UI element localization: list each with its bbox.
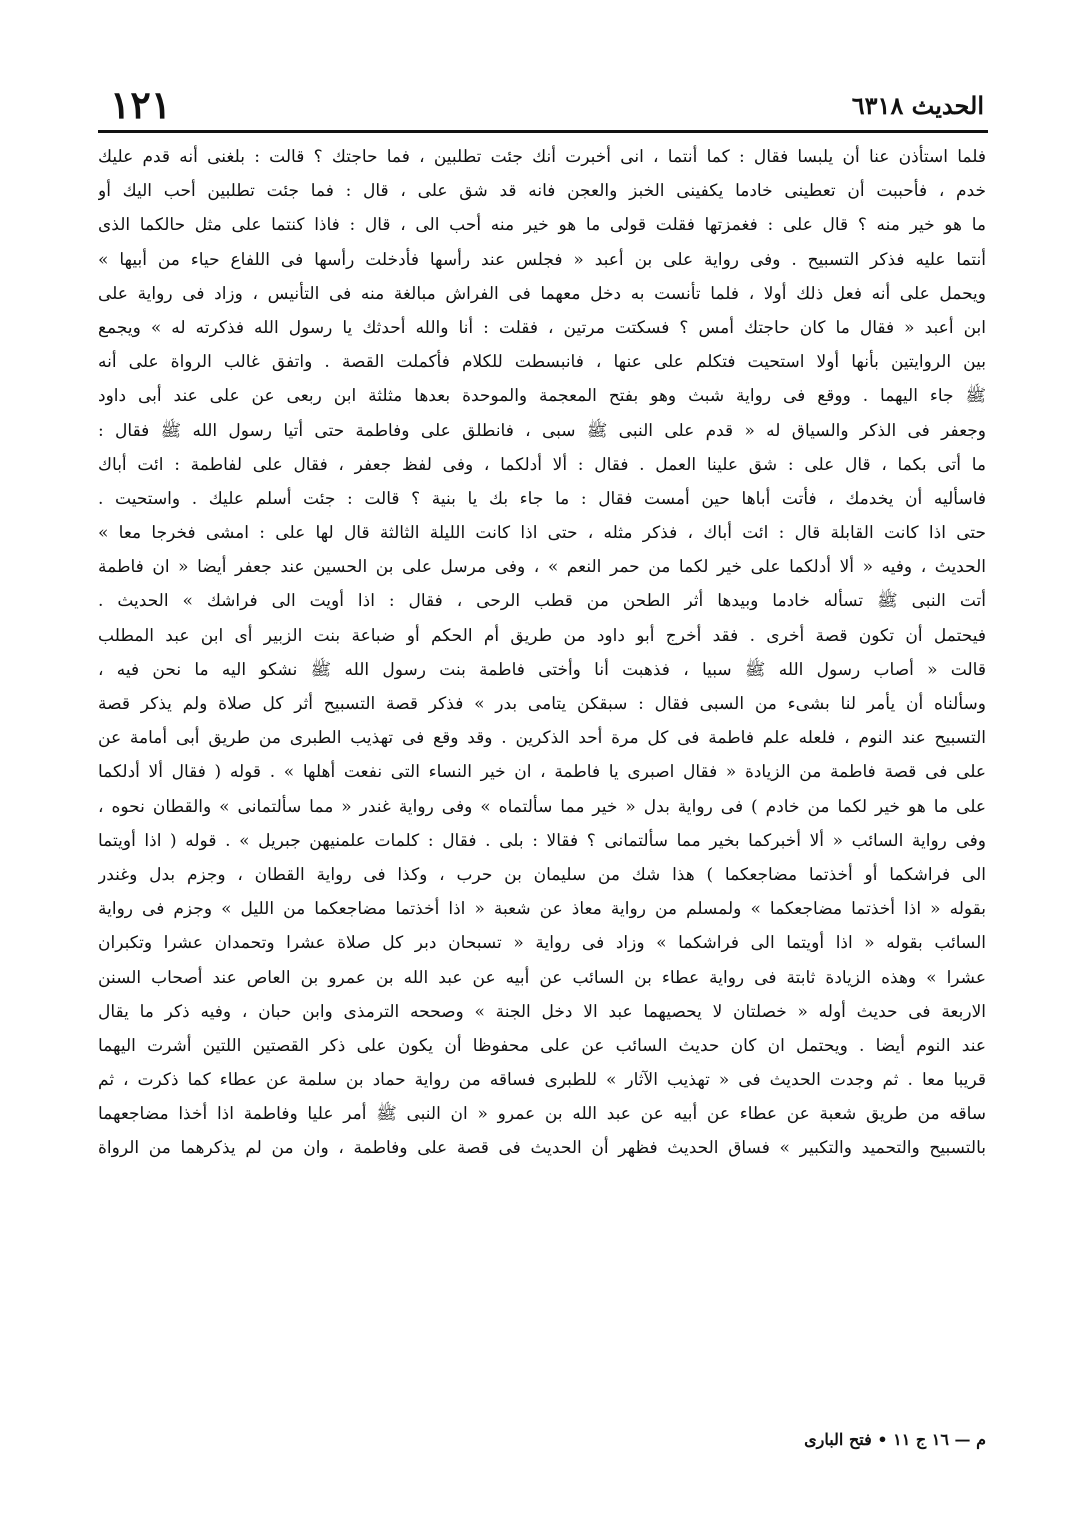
text-line: ساقه من طريق شعبة عن عطاء عن أبيه عن عبد الله بن عمرو « ان النبى ﷺ أمر عليا وفاطمة اذا أخذا مضاجعهما: [98, 1104, 986, 1125]
text-line: قريبا معا . ثم وجدت الحديث فى « تهذيب الآثار » للطبرى فساقه من رواية حماد بن سلمة عن عطاء كما ذكرت ، ثم: [98, 1070, 986, 1091]
text-line: على فى قصة فاطمة من الزيادة « فقال اصبرى يا فاطمة ، ان خير النساء التى نفعت أهلها » . قوله ( فقال ألا أدلكما: [98, 762, 986, 783]
text-line: أتت النبى ﷺ تسأله خادما وبيدها أثر الطحن من قطب الرحى ، فقال : اذا أويت الى فراشك » الحديث .: [98, 591, 986, 612]
text-line: بقوله « اذا أخذتما مضاجعكما » ولمسلم من رواية معاذ عن شعبة « اذا أخذتما مضاجعكما من الليل » وجزم فى رواية: [98, 899, 986, 920]
text-line: وجعفر فى الذكر والسياق له « قدم على النبى ﷺ سبى ، فانطلق على وفاطمة حتى أتيا رسول الله ﷺ فقال :: [98, 420, 986, 441]
signature-mark: م — ١٦ ج ١١ • فتح البارى: [804, 1430, 986, 1449]
text-line: قالت « أصاب رسول الله ﷺ سبيا ، فذهبت أنا وأختى فاطمة بنت رسول الله ﷺ نشكو اليه ما نحن فيه ،: [98, 659, 986, 680]
text-line: السائب بقوله « اذا أويتما الى فراشكما » وزاد فى رواية « تسبحان دبر كل صلاة عشرا وتحمدان عشرا وتكبران: [98, 933, 986, 954]
running-title: الحديث ٦٣١٨: [851, 91, 984, 120]
text-line: الاربعة فى حديث أوله « خصلتان لا يحصيهما عبد الا دخل الجنة » وصححه الترمذى وابن حبان ، وفيه ذكر ما يقال: [98, 1001, 986, 1022]
text-line: بالتسبيح والتحميد والتكبير » فساق الحديث فظهر أن الحديث فى قصة على وفاطمة ، وان من لم يذكرهما من الرواة: [98, 1138, 986, 1159]
text-line: على ما هو خير لكما من خادم ) فى رواية بدل « خير مما سألتماه » وفى رواية غندر « مما سألتمانى » والقطان نحوه ،: [98, 796, 986, 817]
text-line: الحديث ، وفيه « ألا أدلكما على خير لكما من حمر النعم » ، وفى مرسل على بن الحسين عند جعفر أيضا « ان فاطمة: [98, 557, 986, 578]
text-line: فيحتمل أن تكون قصة أخرى . فقد أخرج أبو داود من طريق أم الحكم أو ضباعة بنت الزبير أى ابن عبد المطلب: [98, 625, 986, 646]
text-line: أنتما عليه فذكر التسبيح . وفى رواية على بن أعبد « فجلس عند رأسها فأدخلت رأسها فى اللفاع حياء من أبيها »: [98, 249, 986, 270]
text-line: خدم ، فأحببت أن تعطينى خادما يكفينى الخبز والعجن فانه قد شق على ، قال : فما جئت تطلبين أحب اليك أو: [98, 181, 986, 202]
text-line: ابن أعبد « فقال ما كان حاجتك أمس ؟ فسكتت مرتين ، فقلت : أنا والله أحدثك يا رسول الله فذكرته له » ويجمع: [98, 317, 986, 338]
text-line: عند النوم أيضا . ويحتمل ان كان حديث السائب عن على محفوظا أن يكون على ذكر القصتين اللتين أشرت اليهما: [98, 1035, 986, 1056]
text-line: ما هو خير منه ؟ قال على : فغمزتها فقلت قولى ما هو خير منه أحب الى ، قال : فاذا كنتما على مثل حالكما الذى: [98, 215, 986, 236]
text-line: وفى رواية السائب « ألا أخبركما بخير مما سألتمانى ؟ فقالا : بلى . فقال : كلمات علمنيهن جبريل » . قوله ( اذا أويتما: [98, 830, 986, 851]
text-line: فلما استأذن عنا أن يلبسا فقال : كما أنتما ، انى أخبرت أنك جئت تطلبين ، فما حاجتك ؟ قالت : بلغنى أنه قدم عليك: [98, 147, 986, 167]
text-line: الى فراشكما أو أخذتما مضاجعكما ) هذا شك من سليمان بن حرب ، وكذا فى رواية القطان ، وجزم بدل وغندر: [98, 864, 986, 885]
text-line: فاسأليه أن يخدمك ، فأتت أباها حين أمست فقال : ما جاء بك يا بنية ؟ قالت : جئت أسلم عليك . واستحيت .: [98, 488, 986, 509]
header-rule: [98, 130, 988, 133]
text-line: ﷺ جاء اليهما . ووقع فى رواية شبث وهو بفتح المعجمة والموحدة بعدها مثلثة ابن ربعى عن على عند أبى داود: [98, 386, 986, 407]
page-header: [100, 84, 984, 126]
text-line: عشرا » وهذه الزيادة ثابتة فى رواية عطاء بن السائب عن أبيه عن عبد الله بن عمرو بن العاص عند أصحاب السنن: [98, 967, 986, 988]
text-line: حتى اذا كانت القابلة قال : ائت أباك ، فذكر مثله ، حتى اذا كانت الليلة الثالثة قال لها على : امشى فخرجا معا »: [98, 523, 986, 544]
page-number: ١٢١: [110, 82, 172, 127]
text-line: ما أتى بكما ، قال على : شق علينا العمل . فقال : ألا أدلكما ، وفى لفظ جعفر ، فقال على لفاطمة : ائت أباك: [98, 454, 986, 475]
text-line: التسبيح عند النوم ، فلعله علم فاطمة فى كل مرة أحد الذكرين . وقد وقع فى تهذيب الطبرى من طريق أبى أمامة عن: [98, 728, 986, 749]
text-line: وسألناه أن يأمر لنا بشىء من السبى فقال : سبقكن يتامى بدر » فذكر قصة التسبيح أثر كل صلاة ولم يذكر قصة: [98, 694, 986, 714]
text-line: بين الروايتين بأنها أولا استحيت فتكلم على عنها ، فانبسطت للكلام فأكملت القصة . واتفق غالب الرواة على أنه: [98, 352, 986, 373]
text-line: ويحمل على أنه فعل ذلك أولا ، فلما تأنست به دخل معهما فى الفراش مبالغة منه فى التأنيس ، وزاد فى رواية على: [98, 283, 986, 304]
commentary-text: [98, 140, 986, 1440]
